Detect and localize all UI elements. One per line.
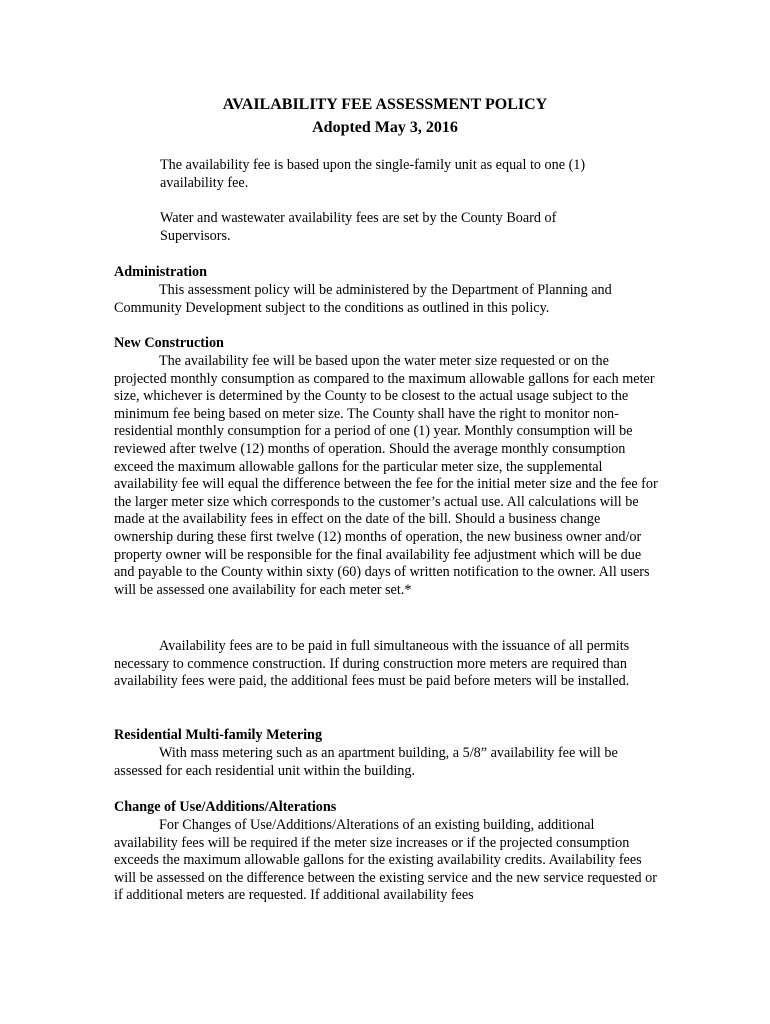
section-paragraph-new-construction-2: Availability fees are to be paid in full simultaneous with the issuance of all permits necessary to commence construction. If during construction more meters are required than availability fees were paid, the additional fees must be paid before meters will be installed. <box>114 638 630 690</box>
section-heading-new-construction: New Construction <box>114 335 224 351</box>
section-paragraph-administration: This assessment policy will be administered by the Department of Planning and Community Development subject to the conditions as outlined in this policy. <box>114 282 612 316</box>
section-heading-multifamily: Residential Multi-family Metering <box>114 727 323 743</box>
document-title: AVAILABILITY FEE ASSESSMENT POLICY <box>222 96 548 113</box>
section-heading-administration: Administration <box>114 264 208 280</box>
intro-paragraph-2: Water and wastewater availability fees are set by the County Board of Supervisors. <box>160 210 557 244</box>
section-paragraph-multifamily: With mass metering such as an apartment building, a 5/8” availability fee will be assessed for each residential unit within the building. <box>114 745 618 779</box>
section-paragraph-new-construction-1: The availability fee will be based upon the water meter size requested or on the projected monthly consumption as compared to the maximum allowable gallons for each meter size, whichever is determined by the County to be closest to the actual usage subject to the minimum fee being based on meter size. The County shall have the right to monitor non-residential monthly consumption for a period of one (1) year. Monthly consumption will be reviewed after twelve (12) months of operation. Should the average monthly consumption exceed the maximum allowable gallons for the particular meter size, the supplemental availability fee will equal the difference between the fee for the initial meter size and the fee for the larger meter size which corresponds to the customer’s actual use. All calculations will be made at the availability fees in effect on the date of the bill. Should a business change ownership during these first twelve (12) months of operation, the new business owner and/or property owner will be responsible for the final availability fee adjustment which will be due and payable to the County within sixty (60) days of written notification to the owner. All users will be assessed one availability for each meter set.* <box>114 353 658 598</box>
document-subtitle: Adopted May 3, 2016 <box>312 119 458 136</box>
section-paragraph-change-of-use: For Changes of Use/Additions/Alterations of an existing building, additional availability fees will be required if the meter size increases or if the projected consumption exceeds the maximum allowable gallons for the existing availability credits. Availability fees will be assessed on the difference between the existing service and the new service requested or if additional meters are requested. If additional availability fees <box>114 817 657 904</box>
section-heading-change-of-use: Change of Use/Additions/Alterations <box>114 799 337 815</box>
intro-paragraph-1: The availability fee is based upon the single-family unit as equal to one (1) availability fee. <box>160 157 586 191</box>
